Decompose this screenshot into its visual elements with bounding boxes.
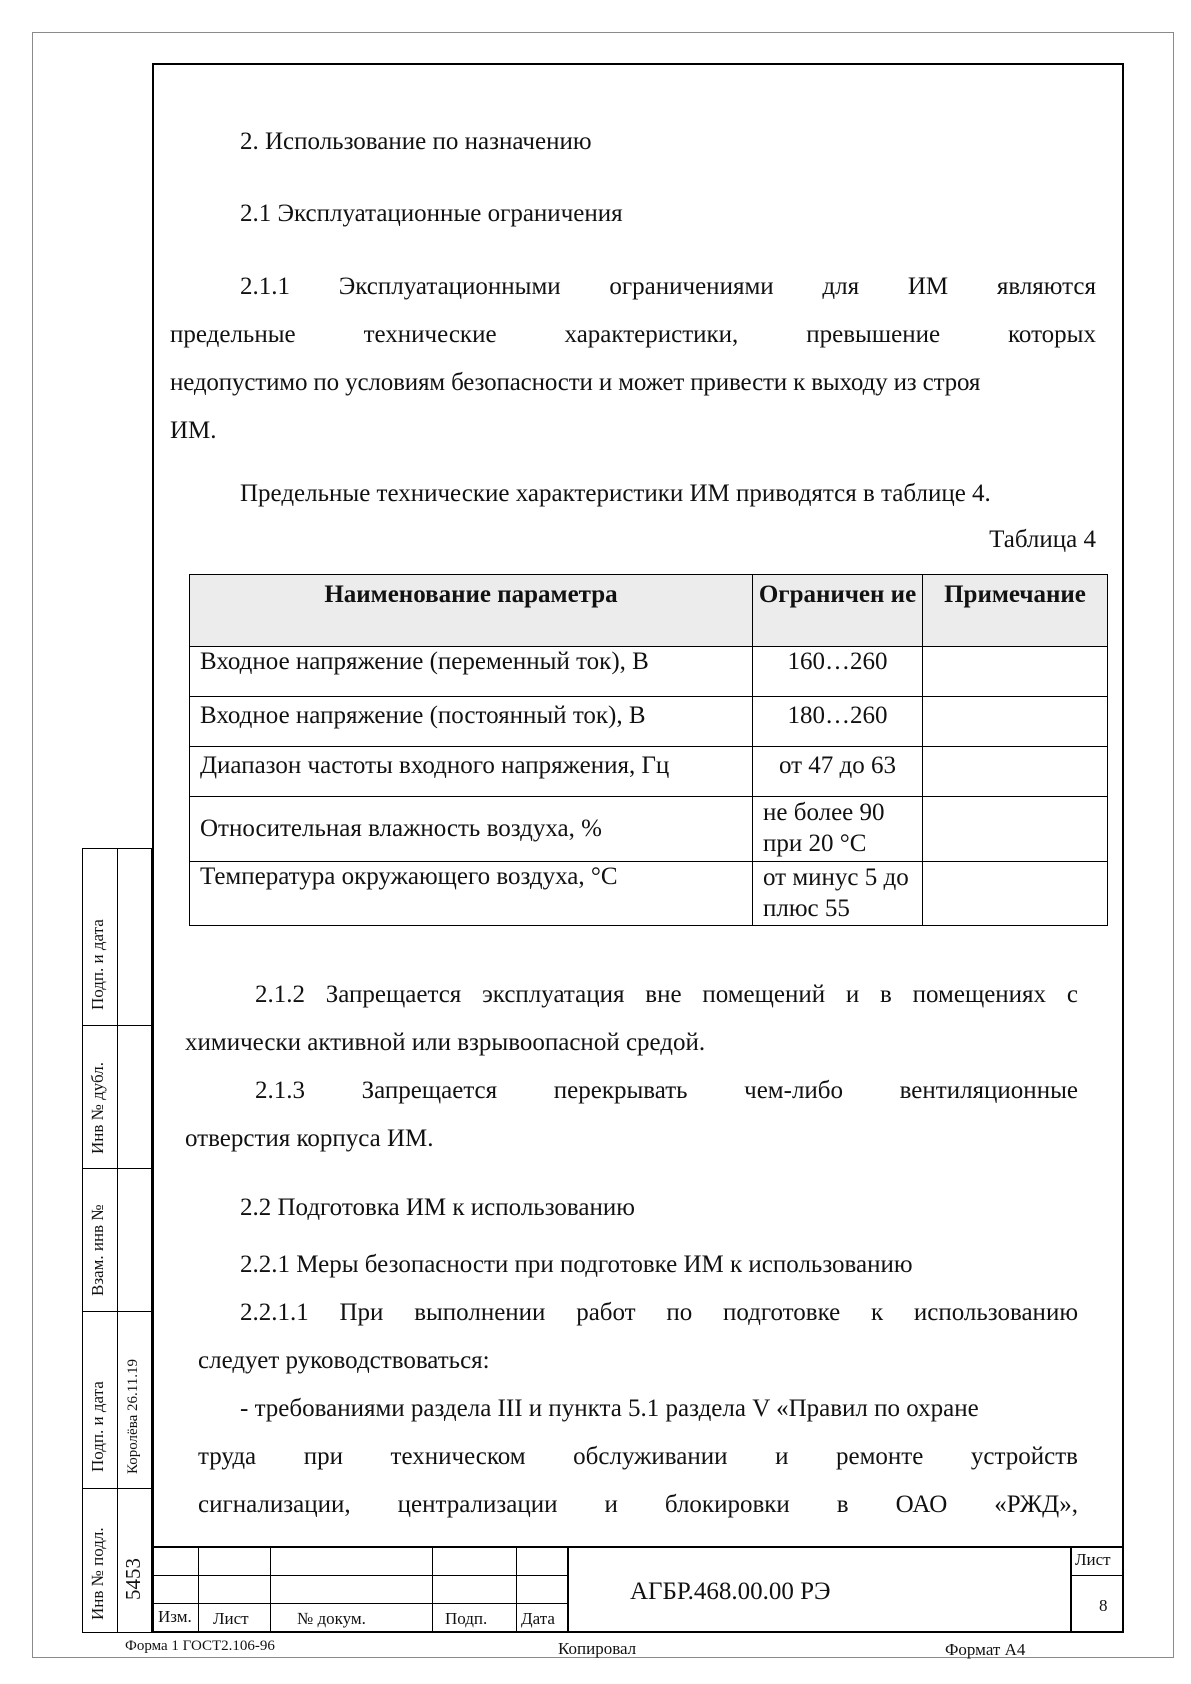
label-izm: Изм. [158,1607,192,1626]
sheet-number: 8 [1099,1596,1108,1615]
parameters-table [189,574,1108,926]
subsection-2-2-1: 2.2.1 Меры безопасности при подготовке ИМ к использованию [240,1251,913,1278]
label-podp-data-top: Подп. и дата [88,919,107,1010]
paragraph-2-1-3-line-2: отверстия корпуса ИМ. [185,1125,434,1152]
requirement-line-2: труда при техническом обслуживании и ремонте устройств [198,1443,1078,1470]
table-header-row [190,575,1108,647]
title-block-col-line [1070,1546,1072,1633]
paragraph-2-1-1-line-4: ИМ. [170,417,217,444]
signature-date: Королёва 26.11.19 [125,1359,141,1474]
label-sheet: Лист [1075,1550,1111,1569]
footer-form: Форма 1 ГОСТ2.106-96 [125,1638,275,1654]
table-row [190,647,1108,697]
paragraph-2-1-3-line-1: 2.1.3 Запрещается перекрывать чем-либо вентиляционные [255,1077,1078,1104]
side-stamp-divider [82,1025,152,1026]
cell-note [923,697,1108,747]
title-block-row-line [152,1575,567,1576]
cell-limit: от минус 5 до плюс 55 [753,862,923,926]
subsection-2-2: 2.2 Подготовка ИМ к использованию [240,1194,635,1221]
table-row [190,697,1108,747]
title-block-col-line [516,1546,517,1633]
title-block-sheet-line [1070,1575,1124,1576]
paragraph-2-1-1-line-1: 2.1.1 Эксплуатационными ограничениями для ИМ являются [240,273,1096,300]
label-podp: Подп. [445,1609,488,1628]
label-vzam-inv: Взам. инв № [88,1204,107,1296]
cell-limit: от 47 до 63 [753,747,923,797]
section-title: 2. Использование по назначению [240,128,592,155]
label-data: Дата [521,1609,555,1628]
cell-limit: 160…260 [753,647,923,697]
cell-note [923,647,1108,697]
side-stamp-divider [82,1488,152,1489]
header-limit: Ограничен ие [753,575,923,647]
cell-note [923,797,1108,862]
paragraph-2-2-1-1-line-1: 2.2.1.1 При выполнении работ по подготовке к использованию [240,1299,1078,1326]
title-block-col-line [270,1546,271,1633]
requirement-line-3: сигнализации, централизации и блокировки в ОАО «РЖД», [198,1491,1078,1518]
cell-parameter-name: Входное напряжение (переменный ток), В [190,647,753,697]
paragraph-2-2-1-1-line-2: следует руководствоваться: [198,1347,490,1374]
title-block-col-line [198,1546,199,1633]
table-caption: Таблица 4 [989,526,1096,553]
label-dokum: № докум. [297,1609,366,1628]
label-list: Лист [213,1609,249,1628]
paragraph-2-1-1-line-3: недопустимо по условиям безопасности и может привести к выходу из строя [170,369,981,396]
subsection-2-1: 2.1 Эксплуатационные ограничения [240,200,623,227]
cell-limit: не более 90 при 20 °С [753,797,923,862]
cell-note [923,862,1108,926]
cell-parameter-name: Температура окружающего воздуха, °С [190,862,753,926]
side-stamp-divider [117,848,118,1633]
title-block-top-line [152,1546,1124,1548]
footer-format: Формат А4 [945,1640,1026,1659]
table-row [190,747,1108,797]
header-note: Примечание [923,575,1108,647]
title-block-col-line [567,1546,569,1633]
header-parameter-name: Наименование параметра [190,575,753,647]
side-stamp-divider [82,1311,152,1312]
cell-parameter-name: Входное напряжение (постоянный ток), В [190,697,753,747]
table-row [190,797,1108,862]
label-podp-data-bottom: Подп. и дата [88,1381,107,1472]
label-inv-dubl: Инв № дубл. [88,1061,107,1154]
document-designation: АГБР.468.00.00 РЭ [630,1578,831,1605]
paragraph-2-1-1-line-2: предельные технические характеристики, превышение которых [170,321,1096,348]
cell-parameter-name: Диапазон частоты входного напряжения, Гц [190,747,753,797]
cell-parameter-name: Относительная влажность воздуха, % [190,797,753,862]
table-row [190,862,1108,926]
footer-copied: Копировал [558,1639,637,1658]
title-block-row-line [152,1603,567,1604]
title-block-col-line [432,1546,433,1633]
table-reference-paragraph: Предельные технические характеристики ИМ приводятся в таблице 4. [240,480,991,507]
requirement-line-1: - требованиями раздела III и пункта 5.1 раздела V «Правил по охране [240,1395,979,1422]
inventory-number: 5453 [121,1558,145,1600]
label-inv-podl: Инв № подл. [88,1527,107,1620]
paragraph-2-1-2-line-2: химически активной или взрывоопасной средой. [185,1029,706,1056]
cell-note [923,747,1108,797]
paragraph-2-1-2-line-1: 2.1.2 Запрещается эксплуатация вне помещений и в помещениях с [255,981,1078,1008]
side-stamp-divider [82,1168,152,1169]
cell-limit: 180…260 [753,697,923,747]
